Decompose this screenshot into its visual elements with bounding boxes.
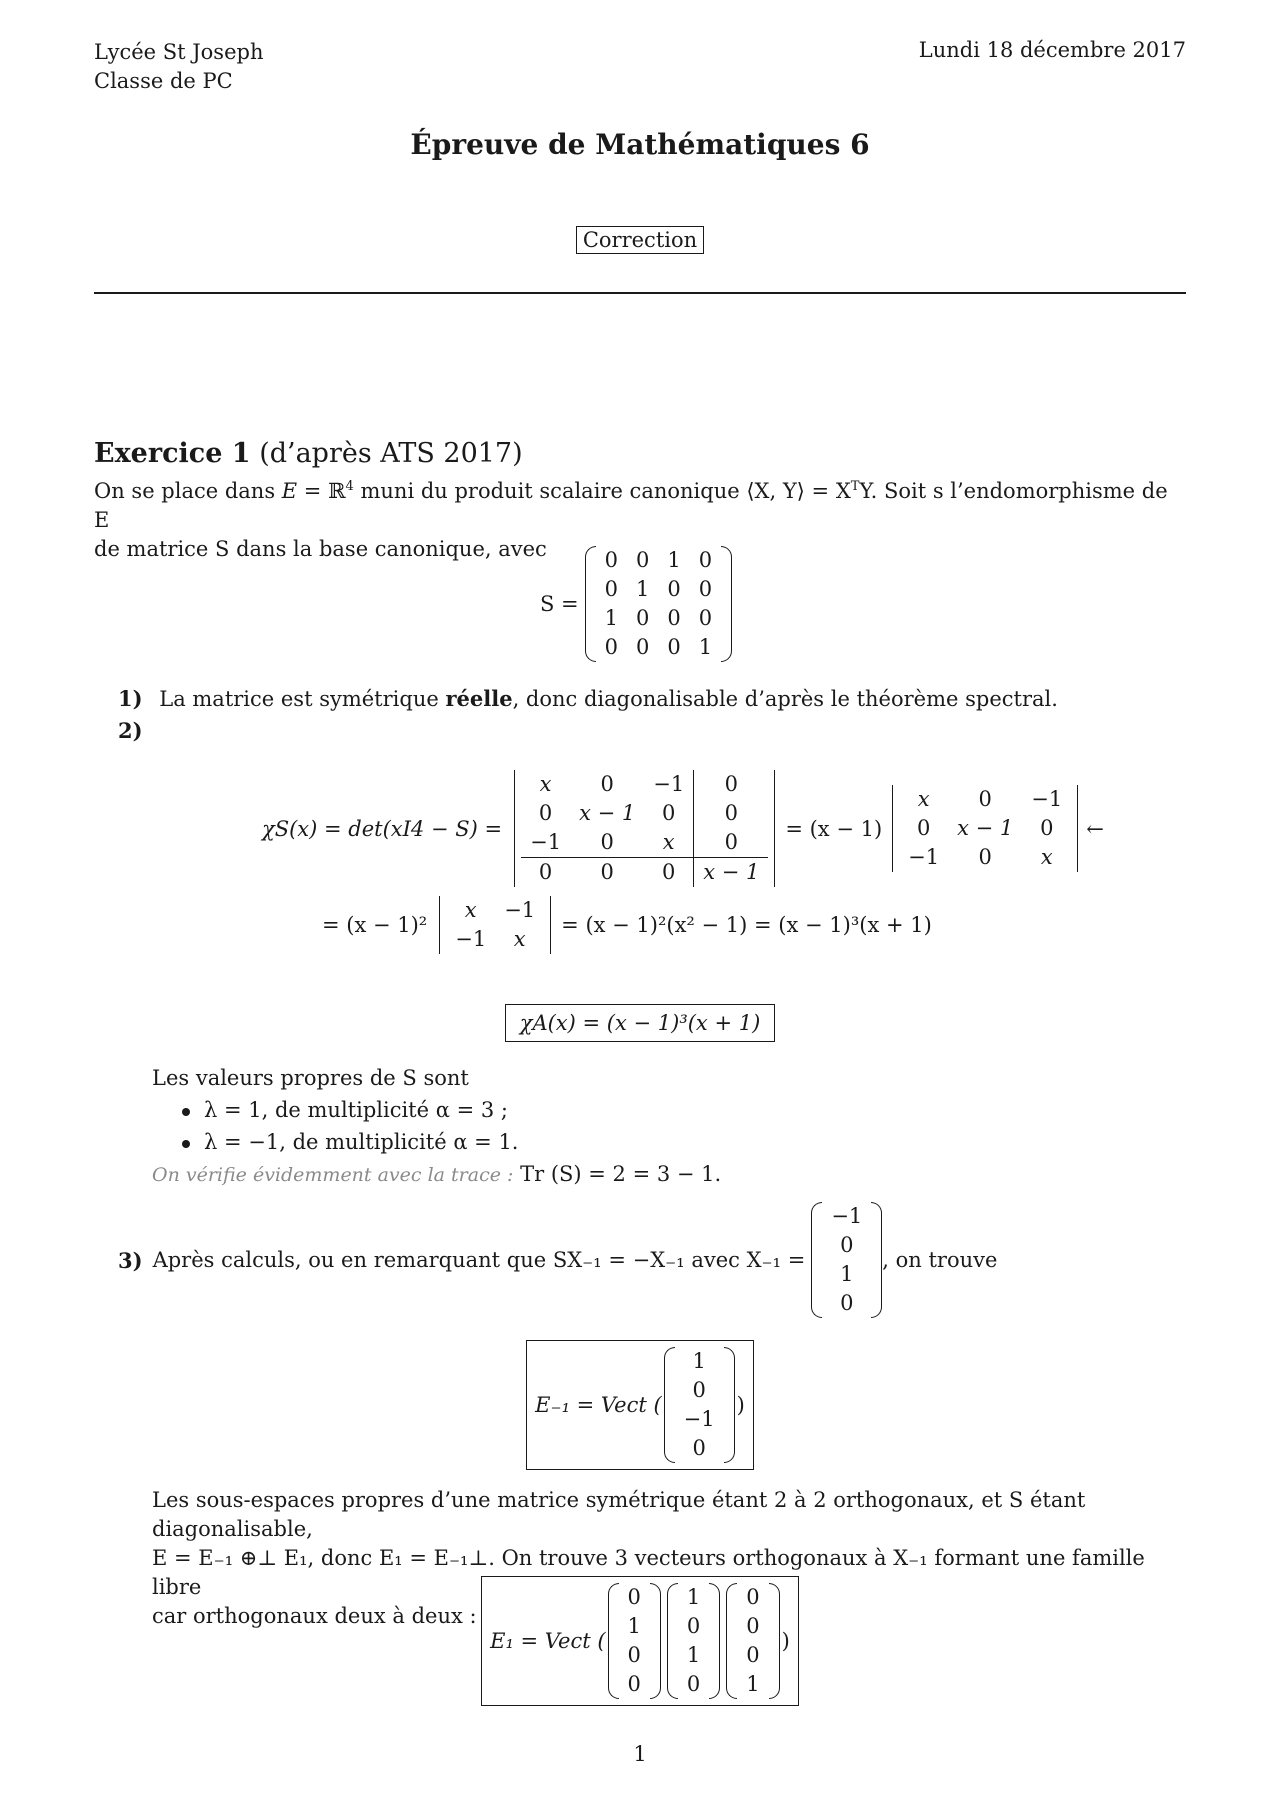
matrix-S-cell: 0	[667, 635, 681, 659]
matrix-S-cell: 0	[604, 635, 619, 659]
det2-cell: −1	[455, 927, 487, 951]
vector-E1-a-cell: 0	[627, 1672, 641, 1696]
page-number: 1	[633, 1742, 647, 1766]
det3-cell: −1	[1031, 787, 1063, 811]
vector-E1-b-cell: 0	[686, 1672, 701, 1696]
vector-E1-c-cell: 0	[746, 1614, 760, 1638]
vector-X-cell: 0	[840, 1233, 854, 1257]
det4-cell: 0	[644, 858, 693, 888]
det2-cell: −1	[504, 898, 536, 922]
matrix-S-cell: 0	[636, 606, 650, 630]
det4-cell: −1	[530, 830, 562, 854]
det3-cell: 0	[978, 845, 992, 869]
matrix-S-cell: 0	[636, 548, 650, 572]
trace-note: On vérifie évidemment avec la trace : Tr (S) = 2 = 3 − 1.	[152, 1162, 722, 1186]
det3-cell: x − 1	[957, 816, 1014, 840]
q3-para-line3: car orthogonaux deux à deux :	[152, 1604, 477, 1628]
exercise-source: (d’après ATS 2017)	[259, 438, 523, 469]
det2-cell: x	[513, 927, 526, 951]
intro-line2: de matrice S dans la base canonique, avec	[94, 537, 547, 561]
vector-X-cell: 0	[840, 1291, 854, 1315]
det4-cell: −1	[653, 772, 685, 796]
det4-cell: 0	[570, 858, 644, 888]
vector-E1-b-cell: 0	[686, 1614, 701, 1638]
q3-para-line1: Les sous-espaces propres d’une matrice symétrique étant 2 à 2 orthogonaux, et S étant diagonalisable,	[152, 1488, 1086, 1541]
det4-cell: x − 1	[694, 858, 769, 888]
matrix-S-cell: 0	[604, 577, 619, 601]
row-arrow: ←	[1086, 816, 1104, 841]
exam-date: Lundi 18 décembre 2017	[918, 38, 1186, 62]
det2-cell: x	[464, 898, 477, 922]
matrix-S-cell: 0	[698, 606, 713, 630]
vector-E1-a-cell: 1	[627, 1614, 641, 1638]
matrix-S-cell: 1	[667, 548, 681, 572]
q1-number: 1)	[118, 686, 143, 711]
vector-Em1-cell: 0	[692, 1436, 706, 1460]
det4-cell: 0	[600, 772, 614, 796]
q1-text: La matrice est symétrique réelle, donc diagonalisable d’après le théorème spectral.	[159, 686, 1058, 711]
q3-para-line2: E = E₋₁ ⊕⊥ E₁, donc E₁ = E₋₁⊥. On trouve 3 vecteurs orthogonaux à X₋₁ formant une famille libre	[152, 1546, 1145, 1599]
eigen-intro: Les valeurs propres de S sont	[152, 1066, 469, 1090]
vector-X-cell: −1	[831, 1204, 863, 1228]
vector-X-cell: 1	[840, 1262, 854, 1286]
vector-E1-a-cell: 0	[627, 1643, 641, 1667]
det4-cell: x	[539, 772, 552, 796]
charpoly-line2: = (x − 1)² x −1 −1 x = (x − 1)²(x² − 1) = (x − 1)³(x + 1)	[322, 896, 932, 954]
charpoly-boxed-result: χA(x) = (x − 1)³(x + 1)	[505, 1004, 776, 1042]
vector-E1-c-cell: 0	[746, 1643, 760, 1667]
vector-E1-b-cell: 1	[686, 1643, 701, 1667]
q3-line: 3) Après calculs, ou en remarquant que SX₋₁ = −X₋₁ avec X₋₁ = −1 0 1 0 , on trouve	[118, 1202, 997, 1318]
matrix-S-cell: 1	[636, 577, 650, 601]
matrix-S-cell: 0	[698, 577, 713, 601]
intro-line1: On se place dans E = ℝ$^4$ muni du produit scalaire canonique ⟨X, Y⟩ = $X^TY$. Soit s l’endomorphisme de E	[94, 479, 1168, 532]
eigen-item: λ = −1, de multiplicité α = 1.	[152, 1126, 721, 1158]
charpoly-line1: χS(x) = det(xI4 − S) = x 0 −1 0 0 x − 1 0 0 −1 0 x 0 0 0 0 x − 1 = (x − 1) x 0 −1 0 x − 1 0 −1 0 x ←	[262, 770, 1104, 887]
matrix-S-cell: 0	[636, 635, 650, 659]
matrix-S-cell: 0	[667, 606, 681, 630]
vector-E1-b-cell: 1	[686, 1585, 701, 1609]
det3-cell: x	[1040, 845, 1053, 869]
matrix-S-cell: 1	[698, 635, 713, 659]
det4-cell: 0	[521, 858, 570, 888]
matrix-S-cell: 0	[667, 577, 681, 601]
vector-E1-c-cell: 1	[746, 1672, 760, 1696]
matrix-S-cell: 0	[698, 548, 713, 572]
det4-cell: 0	[694, 799, 769, 828]
det3-cell: 0	[1040, 816, 1054, 840]
header-rule	[94, 292, 1186, 294]
det4-cell: 0	[694, 770, 769, 799]
vector-Em1-cell: 0	[692, 1378, 706, 1402]
exercise-title: Exercice 1	[94, 438, 251, 469]
det3-cell: 0	[916, 816, 931, 840]
det4-cell: 0	[694, 828, 769, 858]
matrix-S-cell: 0	[604, 548, 619, 572]
vector-Em1-cell: 1	[692, 1349, 706, 1373]
det4-cell: x	[662, 830, 675, 854]
matrix-S: S = 0 0 1 0 0 1 0 0 1 0 0 0 0 0 0 1	[540, 546, 732, 662]
eigen-item: λ = 1, de multiplicité α = 3 ;	[152, 1094, 721, 1126]
q2-number: 2)	[118, 718, 143, 743]
correction-badge: Correction	[576, 226, 704, 254]
det4-cell: x − 1	[579, 801, 636, 825]
school-name: Lycée St Joseph	[94, 40, 264, 64]
vector-Em1-cell: −1	[683, 1407, 715, 1431]
det4-cell: 0	[600, 830, 614, 854]
det3-cell: 0	[978, 787, 992, 811]
page-title: Épreuve de Mathématiques 6	[410, 128, 870, 161]
class-name: Classe de PC	[94, 69, 233, 93]
matrix-S-cell: 1	[604, 606, 619, 630]
det3-cell: x	[917, 787, 930, 811]
det3-cell: −1	[908, 845, 940, 869]
vector-E1-a-cell: 0	[627, 1585, 641, 1609]
det4-cell: 0	[662, 801, 676, 825]
eigenspace-E1-box: E₁ = Vect ( 0 1 0 0 1 0 1 0 0 0 0 1 )	[481, 1576, 799, 1706]
det4-cell: 0	[538, 801, 553, 825]
vector-E1-c-cell: 0	[746, 1585, 760, 1609]
eigenspace-Em1-box: E₋₁ = Vect ( 1 0 −1 0 )	[526, 1340, 754, 1470]
